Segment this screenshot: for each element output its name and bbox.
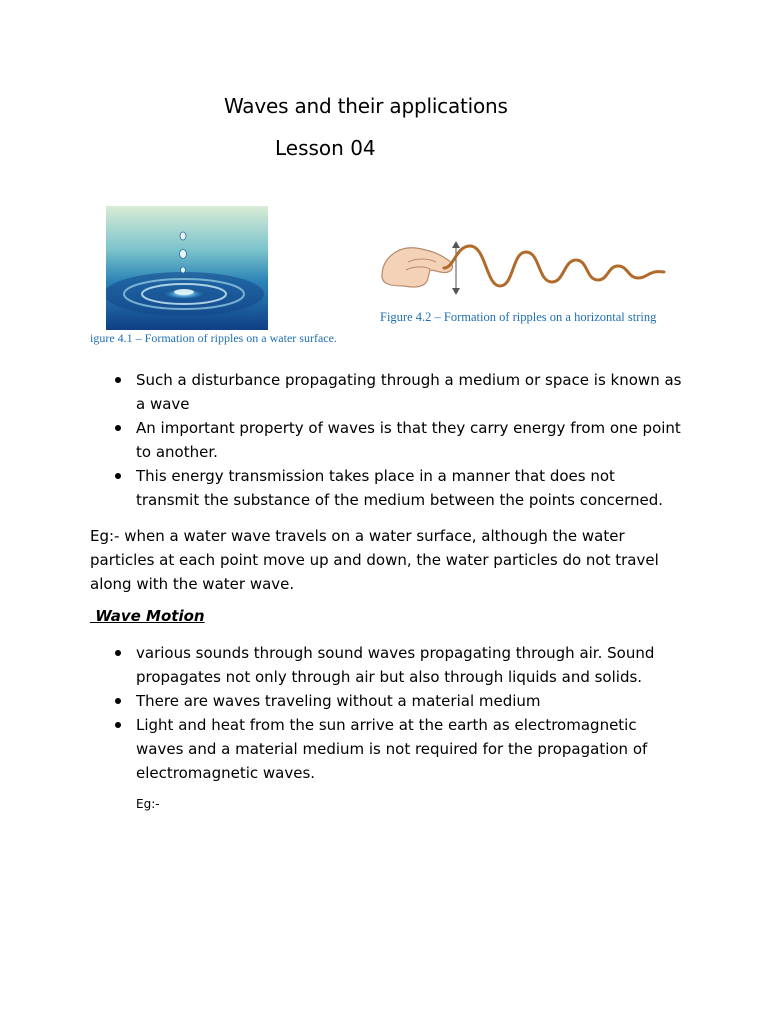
list-item: This energy transmission takes place in a manner that does not transmit the substance of the medium between the points concerned. bbox=[112, 464, 682, 512]
lesson-number: Lesson 04 bbox=[275, 136, 376, 160]
wave-definition-list bbox=[112, 368, 682, 512]
string-wave-image bbox=[378, 236, 668, 300]
wave-motion-list bbox=[112, 641, 672, 785]
list-item: An important property of waves is that they carry energy from one point to another. bbox=[112, 416, 682, 464]
list-item: Such a disturbance propagating through a medium or space is known as a wave bbox=[112, 368, 682, 416]
figure-4-1-caption: igure 4.1 – Formation of ripples on a water surface. bbox=[90, 331, 337, 345]
document-title: Waves and their applications bbox=[224, 94, 508, 118]
figure-4-2-caption: Figure 4.2 – Formation of ripples on a horizontal string bbox=[380, 310, 657, 324]
section-heading-wave-motion: Wave Motion bbox=[90, 607, 205, 625]
eg-label: Eg:- bbox=[136, 797, 160, 811]
example-paragraph: Eg:- when a water wave travels on a water surface, although the water particles at each point move up and down, the water particles do not travel along with the water wave. bbox=[90, 527, 659, 593]
list-item: various sounds through sound waves propagating through air. Sound propagates not only through air but also through liquids and solids. bbox=[112, 641, 672, 689]
list-item: Light and heat from the sun arrive at the earth as electromagnetic waves and a material medium is not required for the propagation of electromagnetic waves. bbox=[112, 713, 672, 785]
water-ripple-image bbox=[106, 206, 268, 330]
list-item: There are waves traveling without a material medium bbox=[112, 689, 672, 713]
